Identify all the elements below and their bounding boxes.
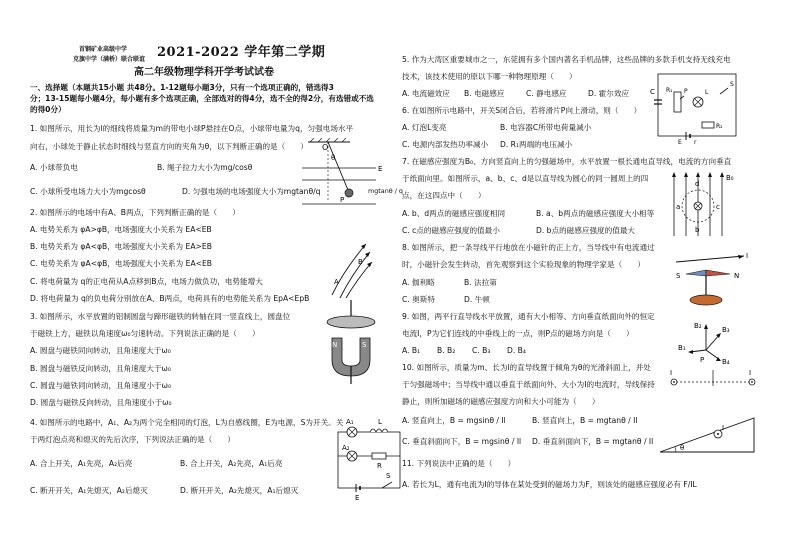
q2-field-lines-figure (330, 240, 370, 300)
q1-pendulum-figure (300, 138, 390, 213)
option-c: C. c点的磁感应强度的值最小 (402, 226, 500, 235)
question-text: 于两灯泡点亮和熄灭的先后次序，下列说法正确的是（ ） (30, 435, 236, 444)
question-text: 3. 如图所示，水平放置的铝制圆盘与蹄形磁铁的转轴在同一竖直线上，圆盘位 (30, 312, 291, 321)
option-b: B. 竖直向上，B = mgtanθ / Il (532, 416, 638, 425)
angle-theta-label: θ (680, 444, 685, 452)
option-b: B. 圆盘与磁铁反向转动，且角速度大于ω₀ (30, 364, 171, 373)
current-i-label: I (746, 252, 749, 260)
current-i-label: I (722, 424, 725, 432)
needle-n-label: N (734, 272, 740, 280)
question-text: 于纸面向里。如图所示，a、b、c、d是以直导线为圆心的同一圆周上的四 (402, 174, 649, 183)
option-d: D. b点的磁感应强度的值最大 (536, 226, 636, 235)
point-c-label: c (716, 203, 720, 211)
charged-ball (345, 189, 353, 197)
field-b0-label: B₀ (726, 174, 734, 182)
option-a: A. 竖直向上，B = mgsinθ / Il (402, 416, 506, 425)
option-a: A. 伽利略 (402, 278, 435, 287)
option-d: D. 霍尔效应 (588, 89, 630, 98)
option-c: C. 奥斯特 (402, 295, 435, 304)
point-p-label: P (700, 356, 705, 364)
school-name: 首钢矿业高级中学 (79, 46, 128, 53)
question-text: 静止，则所加磁场的磁感应强度方向和大小可能为（ ） (402, 397, 600, 406)
option-b: B. a、b两点的磁感应强度大小相等 (536, 209, 655, 218)
option-d: D. B₄ (507, 346, 526, 355)
option-c: C. 圆盘与磁铁同向转动，且角速度小于ω₀ (30, 381, 172, 390)
q6-circuit-figure (650, 64, 740, 144)
resistor-r2-label: R₂ (716, 123, 723, 130)
question-text: 电流I，P为它们连线的中垂线上的一点，则P点的磁场方向是（ ） (402, 329, 634, 338)
field-e-label: E (378, 165, 383, 173)
question-text: 11. 下列说法中正确的是（ ） (402, 459, 516, 468)
magnet-n-label: N (332, 341, 338, 349)
point-b-label: b (695, 226, 700, 234)
switch-s-label: S (730, 81, 734, 88)
option-d: D. 牛顿 (464, 295, 490, 304)
internal-r-label: r (694, 139, 697, 146)
switch-s-label: S (386, 472, 391, 480)
option-c: C. 电势关系为 φA<φB，电场强度大小关系为 EA<EB (30, 259, 213, 268)
source-e-label: E (355, 494, 360, 502)
needle-s-label: S (676, 272, 681, 280)
magnet-s-label: S (362, 341, 367, 349)
question-text: 时，小磁针会发生转动，首先观察到这个实验现象的物理学家是（ ） (402, 260, 645, 269)
vector-b1-label: B₁ (678, 344, 686, 352)
option-d: D. 圆盘与磁铁反向转动，且角速度小于ω₀ (30, 398, 172, 407)
option-b: B. 电容器C所带电荷量减小 (500, 123, 592, 132)
option-a: A. 合上开关，A₁先亮，A₂后亮 (30, 459, 133, 468)
option-b: B. 合上开关，A₂先亮，A₁后亮 (180, 459, 283, 468)
option-c: C. 静电感应 (526, 89, 567, 98)
lamp-a2-label: A₂ (342, 444, 350, 452)
incline-plane (660, 418, 754, 452)
capacitor-c-label: C (650, 88, 655, 96)
coil-l-label: L (378, 418, 382, 426)
option-b: B. 电磁感应 (464, 89, 505, 98)
vector-b3-label: B₃ (722, 326, 730, 334)
exam-subtitle: 高二年级物理学科开学考试试卷 (134, 67, 274, 78)
question-text: 2. 如图所示的电场中有A、B两点，下列判断正确的是（ ） (30, 208, 240, 217)
option-c: C. 电源内部发热功率减小 (402, 140, 489, 149)
question-text: 6. 在如图所示电路中，开关S闭合后，若将滑片P向上滑动，则（ ） (402, 106, 642, 115)
question-text: 技术，该技术使用的原以下哪一种物理原理（ ） (402, 72, 577, 81)
point-o-label: O (322, 143, 329, 152)
section-intro-line: 分；13-15题每小题4分，每小题有多个选项正确，全部选对的得4分，选不全的得2分，有选错或不选 (30, 94, 374, 103)
option-c: C. B₃ (472, 346, 491, 355)
option-a: A. 小球带负电 (30, 163, 78, 172)
point-p-label: P (340, 196, 345, 204)
option-a: A. 若长为L，通有电流为I的导体在某处受到的磁场力为F，则该处的磁感应强度必有 F/IL (402, 480, 697, 489)
q3-magnet-disk-figure (322, 300, 380, 385)
source-e-label: E (678, 139, 682, 146)
theta-label: θ (331, 154, 336, 162)
option-b: B. 绳子拉力大小为mg/cosθ (157, 163, 253, 172)
q7-field-figure (668, 170, 738, 240)
question-text: 9. 如图，两平行直导线水平放置，通有大小相等、方向垂直纸面向外的恒定 (402, 312, 655, 321)
slider-p-label: P (684, 88, 688, 95)
option-c: C. 垂直斜面向下，B = mgsinθ / Il (402, 437, 522, 446)
q9-wires-figure (660, 368, 770, 392)
option-d: D. 将电荷量为 q的负电荷分别放在A、B两点，电荷具有的电势能关系为 EpA<EpB (30, 294, 310, 303)
option-c-2: C. 将电荷量为 q的正电荷从A点移到B点，电场力做负功，电势能增大 (30, 277, 263, 286)
question-text: 点，在这四点中（ ） (402, 191, 486, 200)
option-a: A. B₁ (402, 346, 421, 355)
resistor-r1-label: R₁ (666, 87, 673, 94)
aluminum-disk (327, 316, 375, 328)
option-c: C. 小球所受电场力大小为mgcosθ (30, 187, 146, 196)
current-i-right-label: I (749, 369, 752, 377)
exam-title: 2021-2022 学年第二学期 (157, 45, 326, 60)
school-union: 克旗中学（满桥）联合联谊 (73, 56, 146, 63)
question-text: 5. 作为大湾区重要城市之一，东莞拥有多个国内著名手机品牌，这些品牌的多款手机支持无线充电 (402, 55, 731, 64)
lamp-a1-label: A₁ (346, 418, 354, 426)
point-b-label: B (358, 258, 363, 266)
option-d: D. R₁两端的电压减小 (500, 140, 573, 149)
option-d: D. 匀强电场的电场强度大小为mgtanθ/q (182, 187, 321, 196)
option-d: D. 断开开关，A₂先熄灭，A₁后熄灭 (180, 486, 299, 495)
option-a: A. 电势关系为 φA>φB，电场强度大小关系为 EA<EB (30, 225, 212, 234)
option-b: B. B₂ (437, 346, 456, 355)
question-text: 向右，小球处于静止状态时细线与竖直方向的夹角为θ，以下判断正确的是（ ） (30, 142, 309, 151)
question-text: 4. 如图所示的电路中，A₁、A₂为两个完全相同的灯泡，L为自感线圈，E为电源，S为开关。关 (30, 418, 344, 427)
option-a: A. 电流磁效应 (402, 89, 450, 98)
option-b: B. 电势关系为 φA<φB，电场强度大小关系为 EA>EB (30, 242, 212, 251)
q4-circuit-figure (330, 418, 410, 502)
question-text: 7. 在磁感应强度为B₀、方向竖直向上的匀强磁场中，水平放置一根长通电直导线，电流的方向垂直 (402, 157, 732, 166)
point-a-label: A (334, 278, 339, 286)
current-i-left-label: I (670, 369, 673, 377)
option-a: A. 圆盘与磁铁同向转动，且角速度大于ω₀ (30, 346, 171, 355)
q1-option-d-fraction: mgtanθ / q (368, 187, 403, 195)
compass-needle-south (686, 270, 706, 276)
option-d: D. 垂直斜面向下，B = mgtanθ / Il (532, 437, 654, 446)
question-text: 1. 如图所示，用长为l的细线将质量为m的带电小球P悬挂在O点，小球带电量为q，匀强电场水平 (30, 124, 354, 133)
question-text: 8. 如图所示，把一条导线平行地放在小磁针的正上方，当导线中有电流通过 (402, 243, 655, 252)
point-d-label: d (695, 180, 700, 188)
q8-compass-figure (672, 252, 752, 310)
lamp-l-label: L (705, 89, 709, 96)
section-intro-line: 的得0分） (30, 105, 66, 114)
question-text: 10. 如图所示，质量为m、长为l的直导线置于倾角为θ的光滑斜面上，并处 (402, 363, 651, 372)
compass-base (690, 295, 722, 305)
option-a: A. b、d两点的磁感应强度相同 (402, 209, 506, 218)
q10-incline-figure (658, 412, 758, 454)
resistor-r-label: R (377, 462, 382, 470)
question-text: 于匀强磁场中；当导线中通以垂直于纸面向外、大小为I的电流时，导线保持 (402, 380, 655, 389)
vector-b4-label: B₄ (722, 358, 730, 366)
compass-needle-north (706, 270, 730, 276)
vector-b2-label: B₂ (694, 322, 702, 330)
point-a-label: a (676, 203, 681, 211)
option-c: C. 断开开关，A₁先熄灭，A₂后熄灭 (30, 486, 148, 495)
question-text: 于磁铁上方，磁铁以角速度ω₀匀速转动。下列说法正确的是（ ） (30, 329, 260, 338)
option-a: A. 灯泡L变亮 (402, 123, 447, 132)
option-b: B. 法拉第 (464, 278, 497, 287)
section-intro-line: 一、选择题（本题共15小题 共48分。1-12题每小题3分，只有一个选项正确的，错选得3 (30, 83, 334, 92)
